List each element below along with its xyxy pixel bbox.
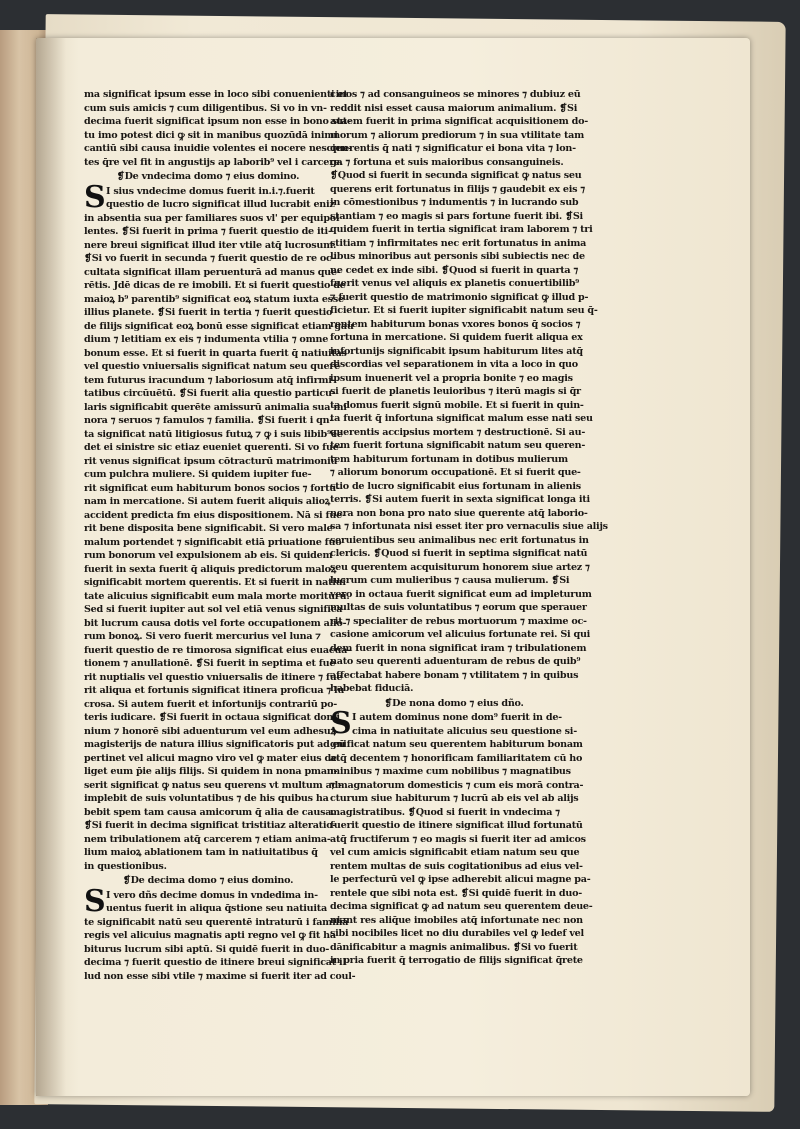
text-line: nem tribulationem atq̄ carcerem ⁊ etiam anima- bbox=[84, 833, 331, 845]
drop-initial: S bbox=[84, 883, 106, 919]
text-line: cultata significat illam peruenturā ad manus que- bbox=[84, 266, 341, 278]
paragraph-block bbox=[84, 88, 352, 169]
text-line: casione amicorum vel alicuius fortunate rei. Si qui bbox=[330, 629, 591, 640]
paragraph-block bbox=[330, 706, 593, 968]
text-line: libus minoribus aut personis sibi subiectis nec de bbox=[330, 251, 585, 262]
text-line: vero in octaua fuerit significat eum ad impleturum bbox=[330, 588, 592, 600]
text-line: det ei sinistre sic etiaz eueniet querenti. Si vo fue- bbox=[84, 442, 343, 453]
text-line: ❡Si vo fuerit in secunda ⁊ fuerit questio de re oc- bbox=[84, 253, 336, 264]
text-line: ❡Quod si fuerit in secunda significat ꝙ natus seu bbox=[330, 170, 582, 181]
text-line: rentele que sibi nota est. ❡Si quidē fuerit in duo- bbox=[330, 887, 582, 899]
text-line: Sed si fuerit iupiter aut sol vel etiā venus significa bbox=[84, 604, 343, 615]
text-line: implebit de suis voluntatibus ⁊ de his quibus ha bbox=[84, 793, 329, 804]
text-line: fortuna in mercatione. Si quidem fuerit aliqua ex bbox=[330, 332, 583, 343]
text-line: fuerit venus vel aliquis ex planetis conuertibilib⁹ bbox=[330, 278, 580, 289]
text-line: tem futurus iracundum ⁊ laboriosum atq̄ infirmi- bbox=[84, 374, 336, 386]
text-line: serit significat ꝙ natus seu querens vt multum ad- bbox=[84, 779, 342, 791]
text-line: nora ⁊ seruos ⁊ famulos ⁊ familia. ❡Si fuerit i qn- bbox=[84, 415, 334, 426]
text-line: nato seu querenti aduenturam de rebus de quib⁹ bbox=[330, 656, 581, 667]
text-line: ❡Si fuerit in decima significat tristitiaz alteratio- bbox=[84, 820, 337, 831]
text-line: bonum esse. Et si fuerit in quarta fuerit q̄ natiuitas bbox=[84, 347, 347, 359]
text-line: seruientibus seu animalibus nec erit fortunatus in bbox=[330, 534, 589, 546]
text-line: laris significabit querēte amissurū animalia sua mi bbox=[84, 401, 347, 413]
text-line: terris. ❡Si autem fuerit in sexta significat longa iti bbox=[330, 494, 590, 505]
text-line: tem fuerit fortuna significabit natum seu queren- bbox=[330, 440, 586, 451]
text-line: ipsum inuenerit vel a propria bonite ⁊ eo magis bbox=[330, 372, 573, 384]
text-line: affectabat habere bonam ⁊ vtilitatem ⁊ in quibus bbox=[330, 669, 579, 681]
text-line: stio de lucro significabit eius fortunam in alienis bbox=[330, 480, 581, 492]
text-line: clericis. ❡Quod si fuerit in septima significat natū bbox=[330, 548, 588, 559]
paragraph-block bbox=[84, 179, 354, 874]
text-line: seu querentem acquisiturum honorem siue artez ⁊ bbox=[330, 561, 590, 573]
text-line: dānificabitur a magnis animalibus. ❡Si vo fuerit bbox=[330, 941, 578, 953]
text-line: maioꝝ b⁹ parentib⁹ significat eoꝝ statum iuxta esse bbox=[84, 293, 344, 305]
text-line: ⁊ aliorum bonorum occupationē. Et si fuerit que- bbox=[330, 467, 581, 478]
text-line: autem fuerit in prima significat acquisitionem do- bbox=[330, 116, 589, 127]
text-line: rum bonoꝝ. Si vero fuerit mercurius vel luna ⁊ bbox=[84, 631, 321, 642]
text-line: in absentia sua per familiares suos vl' per equipol bbox=[84, 212, 340, 224]
text-line: nam in mercatione. Si autem fuerit aliquis alioꝝ bbox=[84, 496, 331, 507]
drop-initial: S bbox=[84, 179, 106, 215]
text-line: ma significat ipsum esse in loco sibi conuenienti et bbox=[84, 89, 348, 100]
text-line: stantiam ⁊ eo magis si pars fortune fuerit ibi. ❡Si bbox=[330, 210, 583, 222]
text-line: ⁊ fuerit questio de matrimonio significat ꝙ illud p- bbox=[330, 291, 589, 303]
text-line: querentis accipsius mortem ⁊ destructionē. Si au- bbox=[330, 426, 586, 438]
paragraph-block bbox=[84, 883, 356, 984]
text-line: biturus lucrum sibi aptū. Si quidē fuerit in duo- bbox=[84, 943, 330, 955]
text-line: stitiam ⁊ infirmitates nec erit fortunatus in anima bbox=[330, 237, 587, 249]
text-line: lud non esse sibi vtile ⁊ maxime si fuerit iter ad coul- bbox=[84, 970, 356, 982]
text-line: magistratibus. ❡Quod si fuerit in vndecima ⁊ bbox=[330, 806, 560, 818]
text-line: le perfecturū vel ꝙ ipse adherebit alicui magne pa- bbox=[330, 874, 591, 885]
text-line: si fuerit de planetis leuioribus ⁊ iterū magis si q̄r bbox=[330, 386, 581, 397]
text-line: teris iudicare. ❡Si fuerit in octaua significat domi bbox=[84, 712, 340, 723]
text-line: tionem ⁊ anullationē. ❡Si fuerit in septima et fue bbox=[84, 658, 336, 669]
text-line: fuerit questio de itinere significat illud fortunatū bbox=[330, 820, 583, 831]
text-line: decima fuerit significat ipsum non esse in bono sta- bbox=[84, 116, 351, 127]
text-line: I autem dominus none dom⁹ fuerit in de- bbox=[352, 712, 562, 723]
text-column-right bbox=[330, 88, 608, 968]
text-line: fuerit in sexta fuerit q̄ aliquis predictorum maloꝝ bbox=[84, 563, 337, 575]
text-line: nium ⁊ honorē sibi aduenturum vel eum adhesuꝝ bbox=[84, 725, 336, 737]
text-line: crosa. Si autem fuerit et infortunijs contrariū po- bbox=[84, 698, 337, 710]
text-line: rit ⁊ specialiter de rebus mortuorum ⁊ maxime oc- bbox=[330, 615, 587, 627]
text-line: de filijs significat eoꝝ bonū esse significat etiam gau bbox=[84, 320, 354, 332]
text-line: te significabit natū seu querentē intraturū i familiā bbox=[84, 916, 349, 928]
text-line: dium ⁊ letitiam ex eis ⁊ indumenta vtilia ⁊ omne bbox=[84, 334, 329, 345]
text-line: tes q̄re vel fit in angustijs ap laborib⁹ vel i carcere. bbox=[84, 156, 343, 168]
text-line: rit aliqua et fortunis significat itinera proficua ⁊ lu bbox=[84, 685, 345, 696]
section-heading: ❡De decima domo ⁊ eius domino. bbox=[122, 875, 294, 886]
text-line: I vero dñs decime domus in vndedima in- bbox=[106, 889, 318, 901]
text-line: sibi nocibiles licet no diu durabiles vel ꝙ ledef vel bbox=[330, 928, 584, 939]
text-line: rit nuptialis vel questio vniuersalis de itinere ⁊ fue bbox=[84, 671, 343, 683]
text-line: nere breui significat illud iter vtile atq̄ lucrosum. bbox=[84, 239, 337, 251]
text-line: rum bonorum vel expulsionem ab eis. Si quidem bbox=[84, 550, 333, 561]
text-line: minibus ⁊ maxime cum nobilibus ⁊ magnatibus bbox=[330, 766, 571, 777]
text-line: malum portendet ⁊ significabit etiā priuatione fuo bbox=[84, 536, 342, 548]
text-line: rentem habiturum bonas vxores bonos q̄ socios ⁊ bbox=[330, 318, 581, 330]
text-line: pertinet vel alicui magno viro vel ꝙ mater eius de bbox=[84, 752, 337, 764]
text-line: decima ⁊ fuerit questio de itinere breui significat il bbox=[84, 957, 346, 968]
text-line: lium maioꝝ ablationem tam in natiuitatibus q̄ bbox=[84, 847, 318, 858]
text-line: tate alicuius significabit eum mala morte moriturū. bbox=[84, 590, 350, 602]
text-line: ta fuerit q̄ infortuna significat malum esse nati seu bbox=[330, 413, 593, 424]
text-line: multas de suis voluntatibus ⁊ eorum que sperauer bbox=[330, 602, 587, 613]
text-line: I sius vndecime domus fuerit in.i.⁊.fuerit bbox=[106, 185, 315, 197]
text-line: rētis. Jdē dicas de re imobili. Et si fuerit questio de bbox=[84, 280, 346, 291]
text-line: reddit nisi esset causa maiorum animalium. ❡Si bbox=[330, 102, 578, 114]
text-line: infortunijs significabit ipsum habiturum lites atq̄ bbox=[330, 345, 583, 357]
text-line: atq̄ fructiferum ⁊ eo magis si fuerit iter ad amicos bbox=[330, 833, 586, 845]
text-line: accident predicta fm eius dispositionem. Nā si fue- bbox=[84, 509, 346, 521]
text-line: vel cum amicis significabit etiam natum seu que bbox=[330, 847, 580, 858]
text-line: rit significat eum habiturum bonos socios ⁊ fortu- bbox=[84, 482, 340, 494]
text-line: tatibus circūuētū. ❡Si fuerit alia questio particu- bbox=[84, 388, 336, 399]
text-line: rit bene disposita bene significabit. Si vero male bbox=[84, 523, 333, 534]
section-heading: ❡De vndecima domo ⁊ eius domino. bbox=[116, 171, 300, 182]
text-line: nera non bona pro nato siue querente atq̄ laborio- bbox=[330, 507, 588, 519]
text-line: quidem fuerit in tertia significat iram laborem ⁊ tri bbox=[330, 224, 593, 235]
text-line: ne cedet ex inde sibi. ❡Quod si fuerit in quarta ⁊ bbox=[330, 264, 579, 276]
text-line: regis vel alicuius magnatis apti regno vel ꝙ fit ha bbox=[84, 930, 336, 941]
paragraph-block bbox=[330, 88, 608, 696]
text-line: vel questio vniuersalis significat natum seu querē bbox=[84, 361, 340, 372]
text-line: habebat fiduciā. bbox=[330, 683, 414, 694]
text-line: querens erit fortunatus in filijs ⁊ gaudebit ex eis ⁊ bbox=[330, 183, 585, 195]
text-line: rentem multas de suis cogitationibus ad eius vel- bbox=[330, 860, 583, 872]
text-line: in pria fuerit q̄ terrogatio de filijs significat q̄rete bbox=[330, 955, 583, 966]
text-line: illius planete. ❡Si fuerit in tertia ⁊ fuerit questio bbox=[84, 307, 333, 318]
text-line: ficietur. Et si fuerit iupiter significabit natum seu q̄- bbox=[330, 305, 598, 316]
text-line: cantiū sibi causa inuidie volentes ei nocere nescien- bbox=[84, 143, 352, 154]
text-column-left bbox=[84, 88, 356, 983]
text-line: ta domus fuerit signū mobile. Et si fuerit in quin- bbox=[330, 399, 584, 411]
text-line: gnificat natum seu querentem habiturum bonam bbox=[330, 739, 583, 750]
text-line: uentus fuerit in aliqua q̄stione seu natiuita bbox=[106, 903, 327, 914]
text-line: discordias vel separationem in vita a loco in quo bbox=[330, 359, 578, 370]
text-line: significabit mortem querentis. Et si fuerit in natiui bbox=[84, 577, 346, 588]
section-heading: ❡De nona domo ⁊ eius dño. bbox=[384, 697, 524, 709]
gutter-shadow bbox=[36, 38, 66, 1096]
text-line: tem habiturum fortunam in dotibus mulierum bbox=[330, 453, 568, 465]
drop-initial: S bbox=[330, 706, 352, 741]
text-line: dem fuerit in nona significat iram ⁊ tribulationem bbox=[330, 642, 587, 654]
text-line: cinos ⁊ ad consanguineos se minores ⁊ dubiuz eū bbox=[330, 89, 581, 100]
text-line: liget eum p̄ie alijs filijs. Si quidem in nona pman- bbox=[84, 766, 338, 777]
text-line: cum suis amicis ⁊ cum diligentibus. Si vo in vn- bbox=[84, 102, 327, 114]
text-line: ⁊ magnatorum domesticis ⁊ cum eis morā contra- bbox=[330, 779, 584, 791]
text-line: magisterijs de natura illius significatoris put ad eū bbox=[84, 739, 346, 750]
text-line: lentes. ❡Si fuerit in prima ⁊ fuerit questio de iti- bbox=[84, 226, 332, 237]
text-line: in questionibus. bbox=[84, 860, 167, 872]
text-line: lucrum cum mulieribus ⁊ causa mulierum. ❡Si bbox=[330, 575, 570, 586]
text-line: tu imo potest dici ꝙ sit in manibus quozūdā inimi bbox=[84, 129, 338, 141]
text-line: in cōmestionibus ⁊ indumentis ⁊ in lucrando sub bbox=[330, 197, 579, 208]
text-line: rit venus significat ipsum cōtracturū matrimoniū bbox=[84, 455, 338, 467]
text-line: ga ⁊ fortuna et suis maioribus consanguineis. bbox=[330, 156, 564, 168]
text-line: fuerit questio de re timorosa significat eius euacua- bbox=[84, 644, 351, 656]
text-line: cima in natiuitate alicuius seu questione si- bbox=[352, 725, 577, 737]
text-line: cum pulchra muliere. Si quidem iupiter fue- bbox=[84, 469, 312, 480]
text-line: bebit spem tam causa amicorum q̄ alia de causa. bbox=[84, 806, 335, 818]
text-line: decima significat ꝙ ad natum seu querentem deue- bbox=[330, 901, 593, 912]
text-line: bit lucrum causa dotis vel forte occupationem alio- bbox=[84, 617, 347, 629]
text-line: atq̄ decentem ⁊ honorificam familiaritatem cū ho bbox=[330, 752, 583, 764]
text-line: ta significat natū litigiosus futuꝝ ⁊ ꝙ i suis libib⁹ee bbox=[84, 428, 343, 440]
text-line: niant res aliq̄ue imobiles atq̄ infortunate nec non bbox=[330, 914, 583, 926]
text-line: morum ⁊ aliorum prediorum ⁊ in sua vtilitate tam bbox=[330, 129, 585, 141]
text-line: querentis q̄ nati ⁊ significatur ei bona vita ⁊ lon- bbox=[330, 143, 576, 154]
text-line: questio de lucro significat illud lucrabit eniz bbox=[106, 199, 335, 210]
text-line: cturum siue habiturum ⁊ lucrū ab eis vel ab alijs bbox=[330, 793, 579, 804]
text-line: sa ⁊ infortunata nisi esset iter pro vernaculis siue alijs bbox=[330, 521, 608, 532]
